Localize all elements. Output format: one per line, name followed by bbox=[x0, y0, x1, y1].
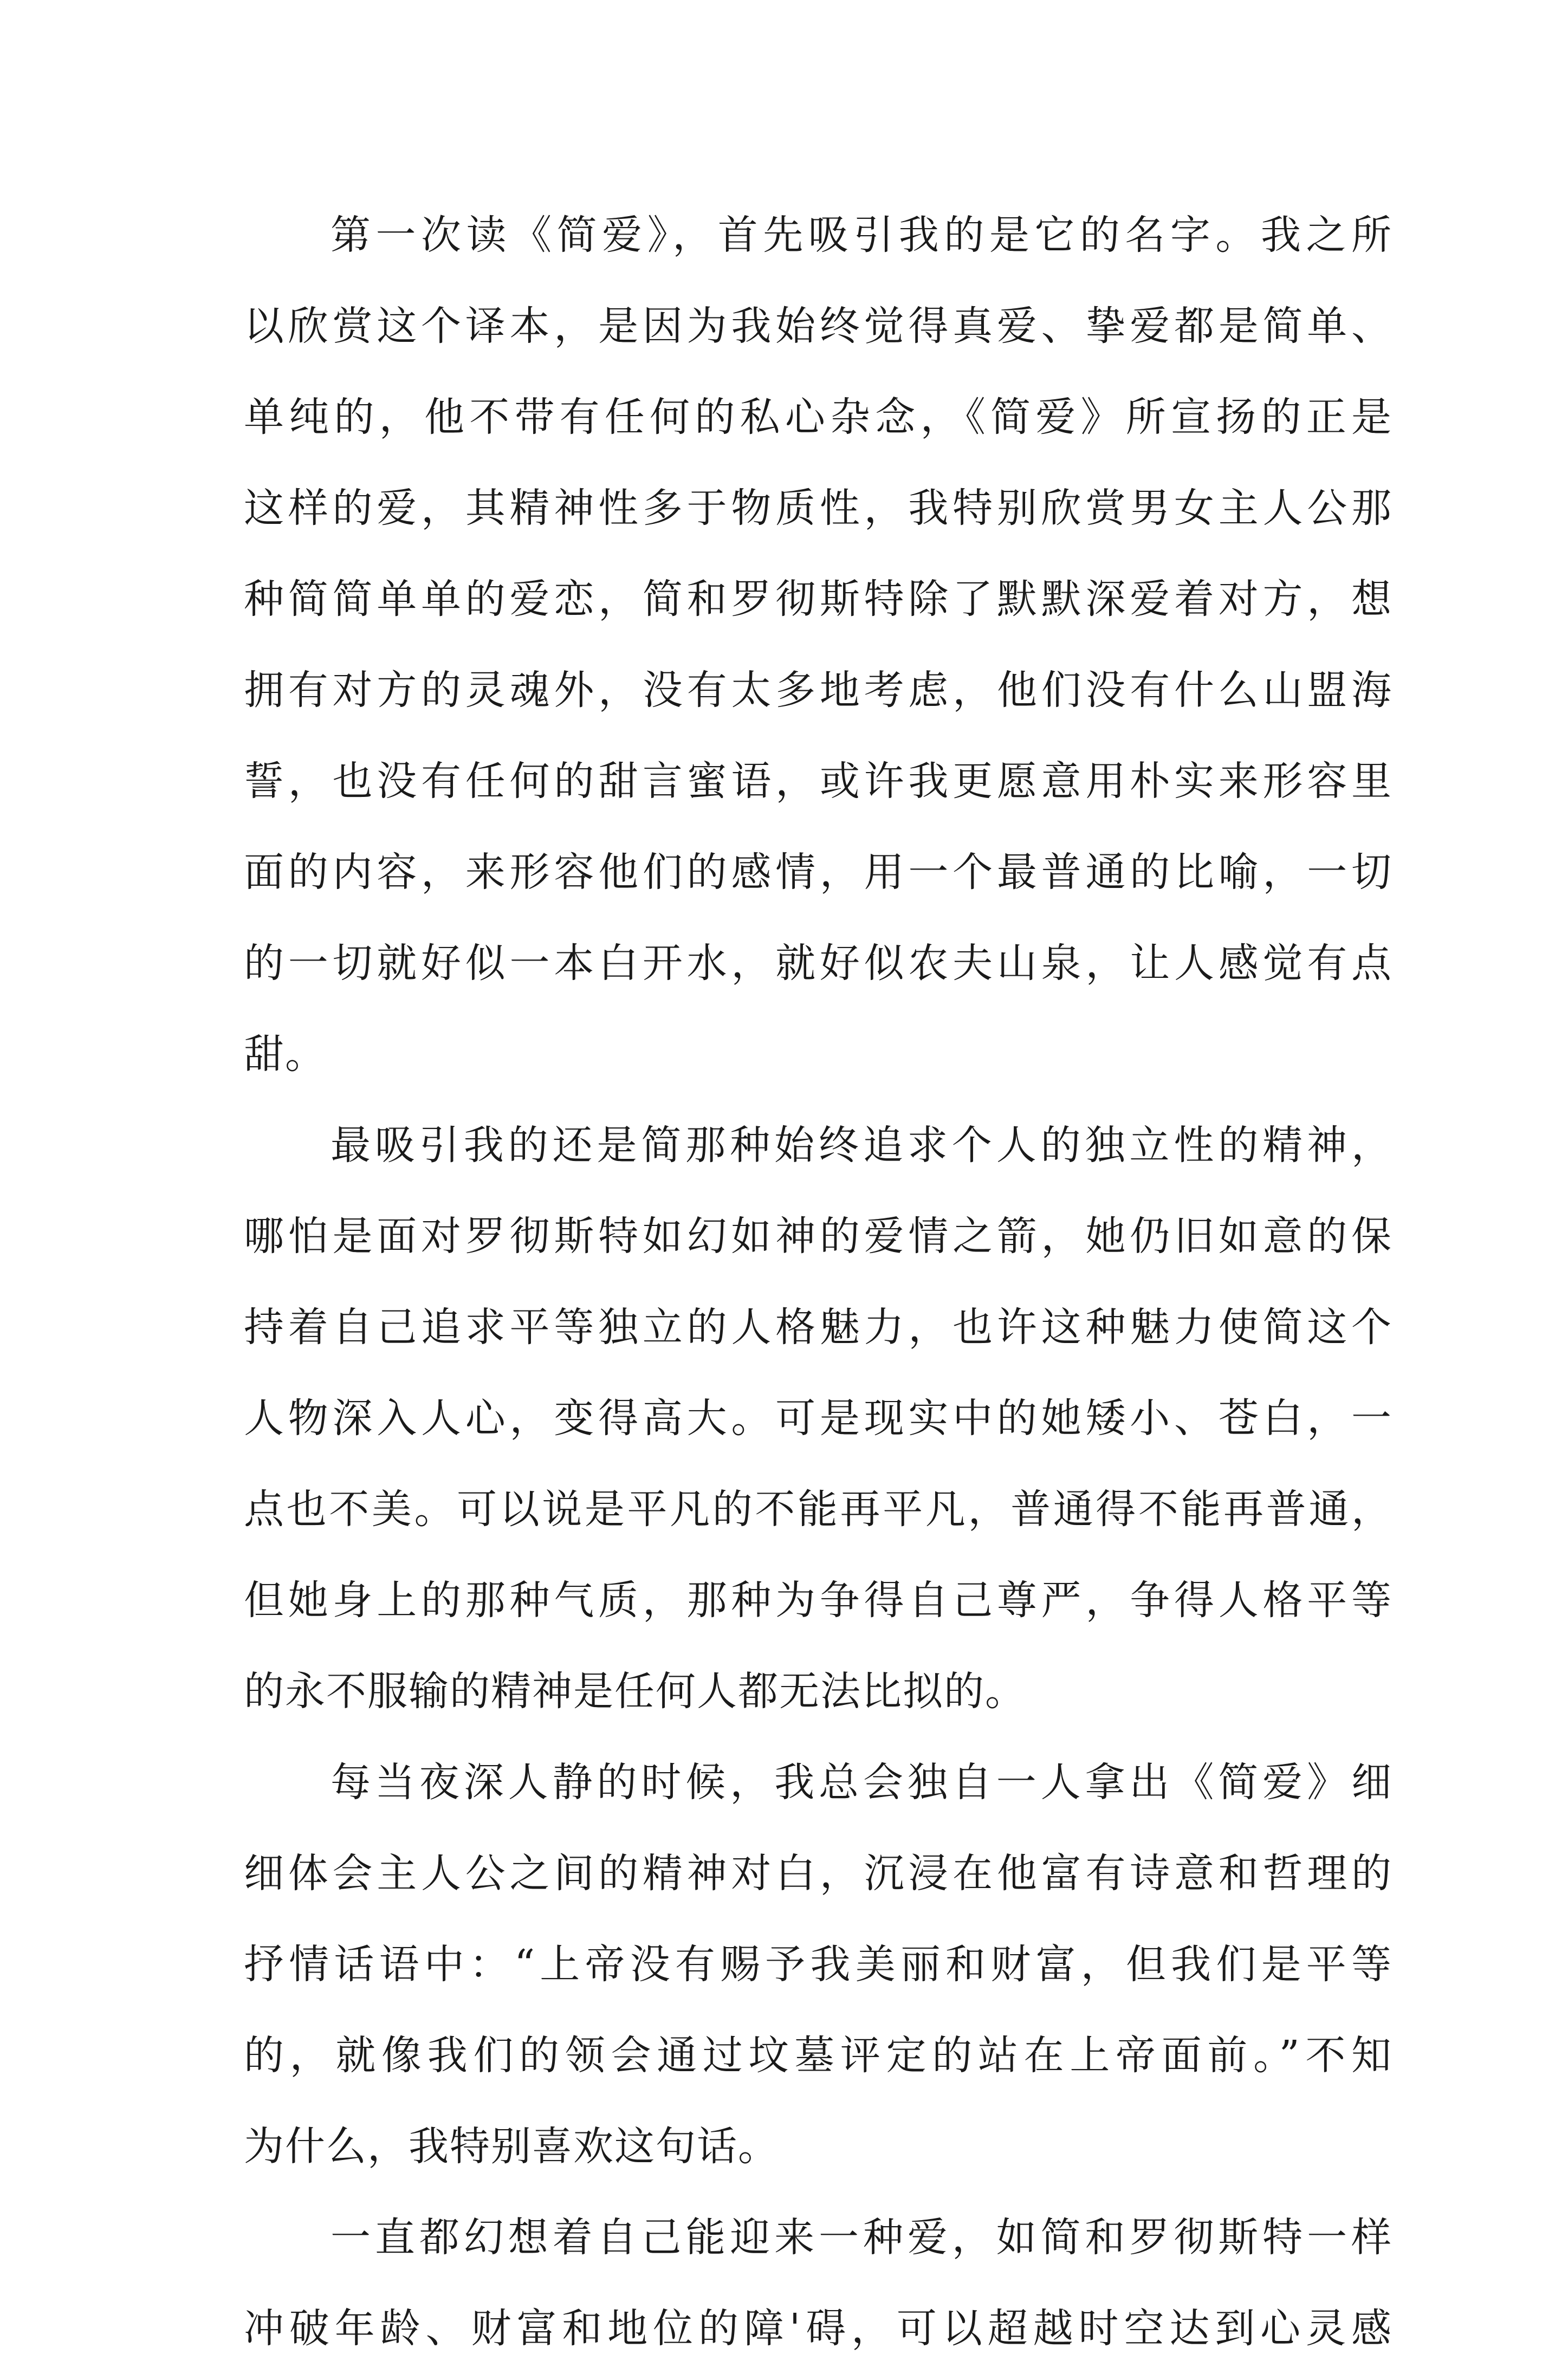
paragraph-line: 种简简单单的爱恋，简和罗彻斯特除了默默深爱着对方，想 bbox=[244, 576, 1392, 622]
paragraph-line: 第一次读《简爱》，首先吸引我的是它的名字。我之所 bbox=[331, 212, 1392, 258]
paragraph-line: 但她身上的那种气质，那种为争得自己尊严，争得人格平等 bbox=[244, 1577, 1392, 1624]
paragraph-line: 抒情话语中：“上帝没有赐予我美丽和财富，但我们是平等 bbox=[244, 1941, 1392, 1988]
paragraph-line: 每当夜深人静的时候，我总会独自一人拿出《简爱》细 bbox=[331, 1759, 1392, 1806]
paragraph-3 bbox=[244, 1737, 1392, 2192]
paragraph-line: 单纯的，他不带有任何的私心杂念，《简爱》所宣扬的正是 bbox=[244, 394, 1392, 440]
paragraph-line: 持着自己追求平等独立的人格魅力，也许这种魅力使简这个 bbox=[244, 1304, 1392, 1351]
paragraph-line: 的一切就好似一本白开水，就好似农夫山泉，让人感觉有点 bbox=[244, 940, 1392, 987]
paragraph-line: 哪怕是面对罗彻斯特如幻如神的爱情之箭，她仍旧如意的保 bbox=[244, 1213, 1392, 1260]
paragraph-line: 人物深入人心，变得高大。可是现实中的她矮小、苍白，一 bbox=[244, 1395, 1392, 1442]
paragraph-line: 甜。 bbox=[244, 1031, 326, 1078]
paragraph-4 bbox=[244, 2192, 1392, 2374]
document-body bbox=[244, 190, 1392, 2374]
paragraph-line: 以欣赏这个译本，是因为我始终觉得真爱、挚爱都是简单、 bbox=[244, 303, 1392, 349]
paragraph-line: 面的内容，来形容他们的感情，用一个最普通的比喻，一切 bbox=[244, 849, 1392, 896]
paragraph-line: 点也不美。可以说是平凡的不能再平凡，普通得不能再普通， bbox=[244, 1486, 1392, 1533]
paragraph-line: 一直都幻想着自己能迎来一种爱，如简和罗彻斯特一样 bbox=[331, 2214, 1392, 2261]
paragraph-line: 誓，也没有任何的甜言蜜语，或许我更愿意用朴实来形容里 bbox=[244, 758, 1392, 805]
paragraph-line: 冲破年龄、财富和地位的障'碍，可以超越时空达到心灵感 bbox=[244, 2305, 1392, 2352]
paragraph-line: 最吸引我的还是简那种始终追求个人的独立性的精神， bbox=[331, 1122, 1392, 1169]
paragraph-line: 拥有对方的灵魂外，没有太多地考虑，他们没有什么山盟海 bbox=[244, 667, 1392, 714]
paragraph-1 bbox=[244, 190, 1392, 1100]
paragraph-line: 的永不服输的精神是任何人都无法比拟的。 bbox=[244, 1668, 1026, 1715]
paragraph-line: 的，就像我们的领会通过坟墓评定的站在上帝面前。”不知 bbox=[244, 2032, 1392, 2079]
paragraph-2 bbox=[244, 1100, 1392, 1737]
paragraph-line: 为什么，我特别喜欢这句话。 bbox=[244, 2123, 779, 2170]
paragraph-line: 这样的爱，其精神性多于物质性，我特别欣赏男女主人公那 bbox=[244, 485, 1392, 531]
paragraph-line: 细体会主人公之间的精神对白，沉浸在他富有诗意和哲理的 bbox=[244, 1850, 1392, 1897]
